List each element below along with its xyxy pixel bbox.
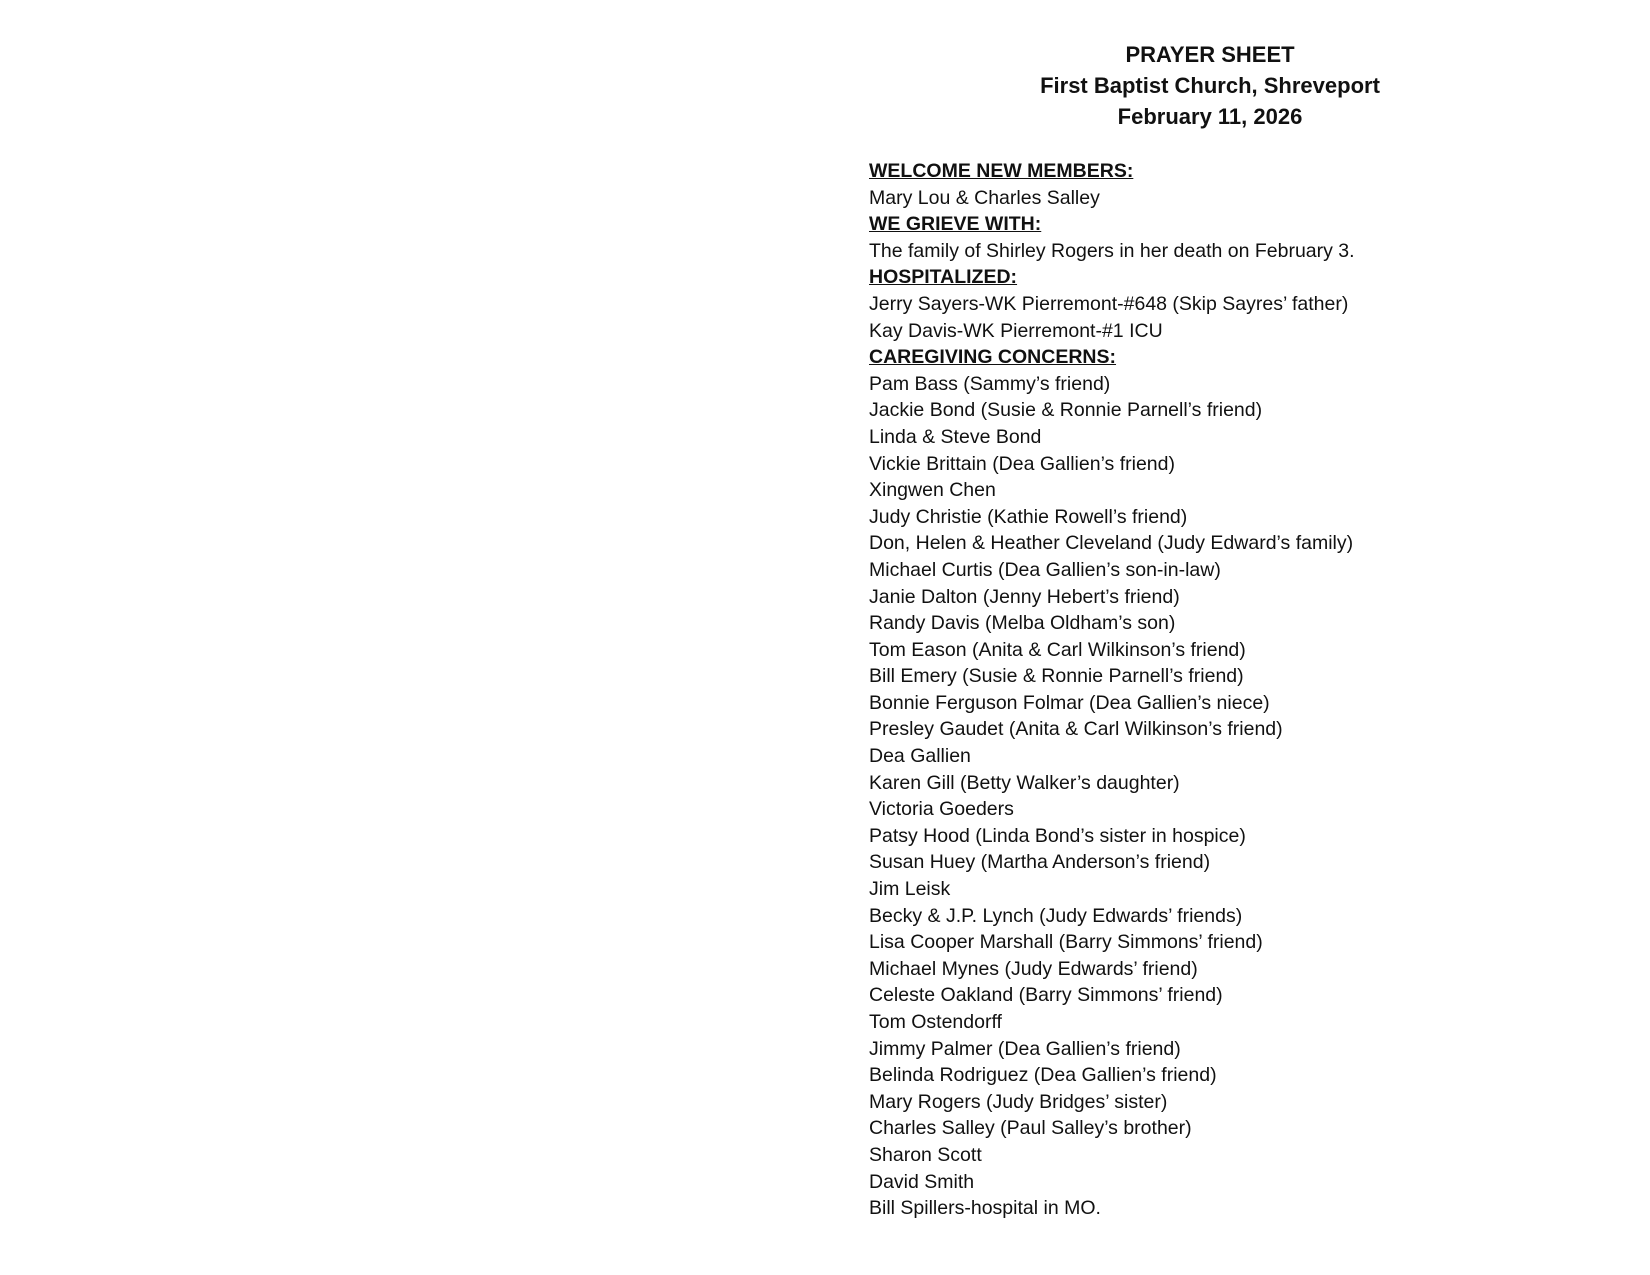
list-item: Jimmy Palmer (Dea Gallien’s friend) [869,1037,1181,1060]
section-heading: CAREGIVING CONCERNS: [869,346,1117,369]
list-item: Randy Davis (Melba Oldham’s son) [869,612,1176,635]
prayer-list [869,158,1609,1222]
list-item: Mary Rogers (Judy Bridges’ sister) [869,1090,1168,1113]
list-item: Jerry Sayers-WK Pierremont-#648 (Skip Sayres’ father) [869,292,1349,315]
section-heading: WELCOME NEW MEMBERS: [869,160,1134,182]
list-item: Becky & J.P. Lynch (Judy Edwards’ friends) [869,904,1243,927]
church-name: First Baptist Church, Shreveport [1040,73,1380,98]
list-item: Pam Bass (Sammy’s friend) [869,372,1111,395]
list-item: Janie Dalton (Jenny Hebert’s friend) [869,585,1180,608]
list-item: The family of Shirley Rogers in her death on February 3. [869,239,1355,262]
section-heading: WE GRIEVE WITH: [869,213,1042,236]
list-item: Jim Leisk [869,878,951,901]
list-item: Bonnie Ferguson Folmar (Dea Gallien’s niece) [869,691,1270,714]
list-item: Bill Emery (Susie & Ronnie Parnell’s friend) [869,665,1244,688]
list-item: Michael Mynes (Judy Edwards’ friend) [869,957,1198,980]
list-item: Presley Gaudet (Anita & Carl Wilkinson’s friend) [869,718,1283,741]
list-item: Belinda Rodriguez (Dea Gallien’s friend) [869,1064,1217,1087]
list-item: Jackie Bond (Susie & Ronnie Parnell’s friend) [869,399,1263,422]
list-item: Victoria Goeders [869,798,1014,821]
list-item: Tom Ostendorff [869,1011,1002,1033]
list-item: Lisa Cooper Marshall (Barry Simmons’ friend) [869,931,1263,954]
document-header [995,39,1425,132]
list-item: Tom Eason (Anita & Carl Wilkinson’s friend) [869,638,1246,661]
list-item: Susan Huey (Martha Anderson’s friend) [869,851,1211,874]
list-item: Sharon Scott [869,1143,982,1166]
list-item: Karen Gill (Betty Walker’s daughter) [869,771,1180,794]
list-item: Dea Gallien [869,745,971,768]
sheet-date: February 11, 2026 [1117,104,1303,129]
list-item: Linda & Steve Bond [869,425,1042,448]
list-item: Don, Helen & Heather Cleveland (Judy Edward’s family) [869,532,1354,555]
list-item: Vickie Brittain (Dea Gallien’s friend) [869,452,1175,475]
list-item: Kay Davis-WK Pierremont-#1 ICU [869,319,1163,342]
list-item: Charles Salley (Paul Salley’s brother) [869,1117,1192,1140]
list-item: David Smith [869,1170,975,1193]
list-item: Xingwen Chen [869,479,996,502]
list-item: Michael Curtis (Dea Gallien’s son-in-law) [869,558,1221,581]
page-title: PRAYER SHEET [1125,42,1295,67]
section-heading: HOSPITALIZED: [869,266,1018,289]
list-item: Judy Christie (Kathie Rowell’s friend) [869,505,1188,528]
list-item: Bill Spillers-hospital in MO. [869,1197,1101,1220]
list-item: Patsy Hood (Linda Bond’s sister in hospice) [869,824,1246,847]
list-item: Celeste Oakland (Barry Simmons’ friend) [869,984,1223,1007]
list-item: Mary Lou & Charles Salley [869,186,1100,209]
prayer-sheet-page [825,0,1650,1275]
